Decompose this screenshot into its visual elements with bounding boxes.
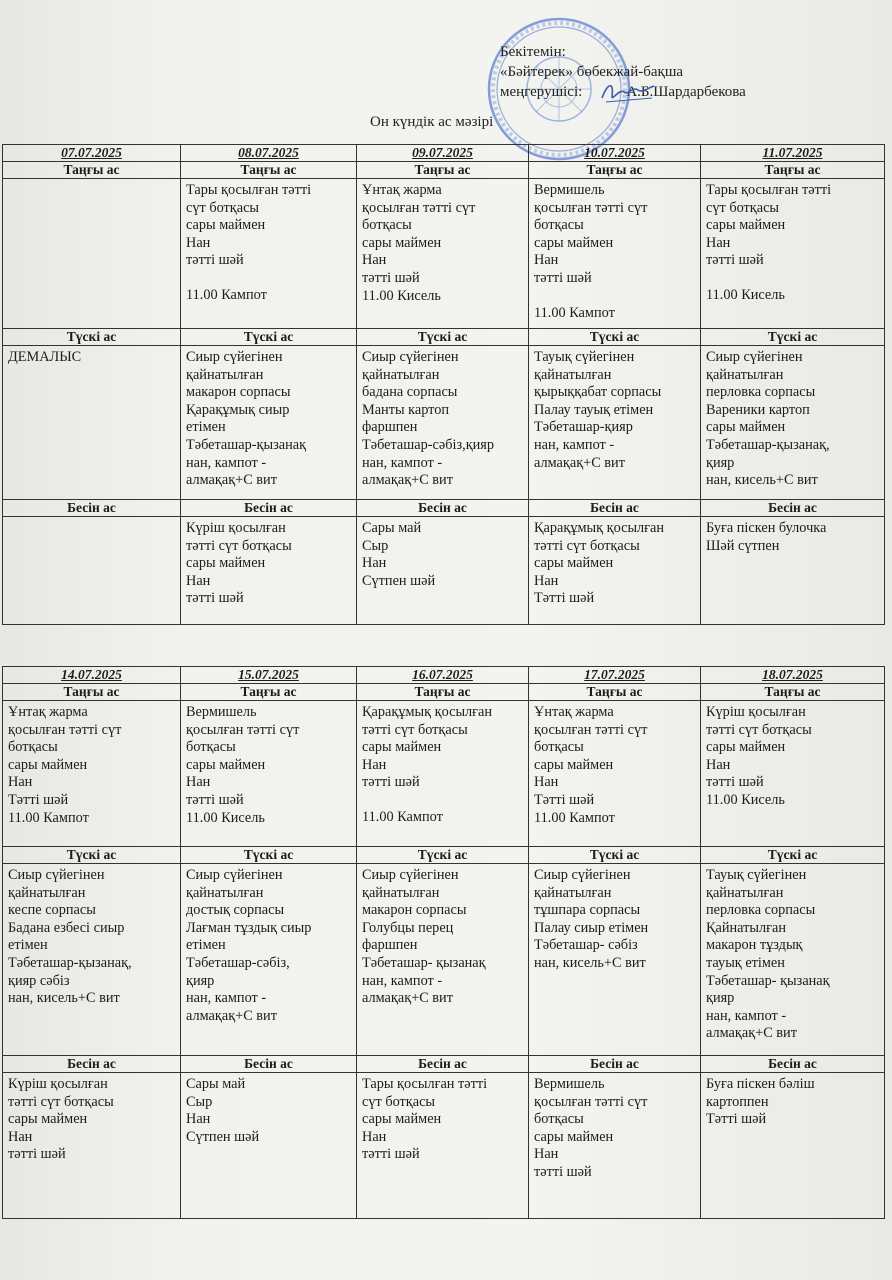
menu-item: қайнатылған: [8, 884, 86, 901]
lunch-cell: [357, 864, 529, 1056]
menu-item: Сары май: [362, 520, 422, 536]
menu-item: Вареники картоп: [706, 401, 810, 418]
menu-item: қияр: [186, 972, 215, 989]
breakfast-cell: [357, 179, 529, 329]
menu-item: Нан: [362, 1128, 387, 1145]
date-cell: 08.07.2025: [181, 145, 357, 162]
menu-item: Вермишель: [186, 704, 257, 720]
menu-item: тәтті шәй: [362, 774, 420, 791]
menu-item: нан, кампот -: [534, 436, 615, 453]
menu-table-week-2: [2, 666, 885, 1219]
menu-item: қосылған тәтті сүт: [534, 721, 648, 738]
menu-item: Сыр: [186, 1093, 213, 1110]
date-cell: 18.07.2025: [701, 667, 885, 684]
menu-item: ботқасы: [8, 739, 58, 756]
snack-cell: [701, 517, 885, 625]
menu-item: қайнатылған: [706, 366, 784, 383]
menu-spacer: [706, 270, 882, 287]
menu-item: Сары май: [186, 1076, 246, 1092]
menu-item: нан, кисель+С вит: [534, 954, 646, 971]
menu-item: нан, кампот -: [706, 1007, 787, 1024]
date-cell: 07.07.2025: [3, 145, 181, 162]
menu-item: Сиыр сүйегінен: [534, 867, 631, 883]
menu-item: қосылған тәтті сүт: [534, 1093, 648, 1110]
snack-cell: [181, 1073, 357, 1219]
menu-item: қырыққабат сорпасы: [534, 384, 662, 401]
menu-item: тәтті шәй: [362, 269, 420, 286]
menu-item: макарон сорпасы: [362, 902, 467, 919]
menu-item: етімен: [8, 937, 48, 954]
menu-item: макарон сорпасы: [186, 384, 291, 401]
menu-item: Нан: [186, 572, 211, 589]
menu-item: тәтті шәй: [186, 791, 244, 808]
meal-header-snack: Бесін ас: [3, 500, 181, 517]
menu-spacer: [534, 288, 698, 305]
snack-cell: [181, 517, 357, 625]
meal-header-breakfast: Таңғы ас: [181, 162, 357, 179]
menu-item: Қарақұмық қосылған: [534, 520, 665, 536]
meal-header-breakfast: Таңғы ас: [3, 684, 181, 701]
menu-item: 11.00 Кисель: [706, 791, 785, 808]
menu-item: 11.00 Кампот: [8, 809, 89, 826]
menu-item: перловка сорпасы: [706, 902, 816, 919]
menu-item: тәтті шәй: [8, 1146, 66, 1163]
menu-item: тәтті шәй: [186, 590, 244, 607]
menu-item: Нан: [362, 555, 387, 572]
menu-item: сары маймен: [186, 217, 266, 234]
lunch-cell: [701, 864, 885, 1056]
menu-item: қосылған тәтті сүт: [362, 199, 476, 216]
menu-item: қосылған тәтті сүт: [186, 721, 300, 738]
meal-header-snack: Бесін ас: [529, 500, 701, 517]
menu-item: тәтті шәй: [706, 774, 764, 791]
menu-item: Нан: [706, 756, 731, 773]
menu-item: Тәбеташар-қызанақ,: [706, 436, 830, 453]
menu-item: алмақақ+С вит: [706, 1025, 797, 1042]
menu-item: алмақақ+С вит: [362, 472, 453, 489]
menu-item: Нан: [534, 1146, 559, 1163]
menu-item: Нан: [8, 1128, 33, 1145]
menu-item: Тәбеташар-қызанақ: [186, 436, 307, 453]
menu-item: сүт ботқасы: [706, 199, 780, 216]
breakfast-cell: [701, 701, 885, 847]
breakfast-cell: [701, 179, 885, 329]
menu-item: Буға піскен булочка: [706, 520, 827, 536]
menu-item: Нан: [8, 774, 33, 791]
menu-item: перловка сорпасы: [706, 384, 816, 401]
menu-item: Сиыр сүйегінен: [362, 349, 459, 365]
meal-header-snack: Бесін ас: [529, 1056, 701, 1073]
menu-item: алмақақ+С вит: [534, 454, 625, 471]
menu-item: алмақақ+С вит: [362, 990, 453, 1007]
menu-item: Күріш қосылған: [8, 1076, 108, 1092]
menu-item: Қарақұмық сиыр: [186, 401, 290, 418]
menu-spacer: [362, 792, 526, 809]
menu-item: Голубцы перец: [362, 919, 454, 936]
approve-label: Бекітемін:: [500, 44, 566, 60]
menu-item: Тары қосылған тәтті: [706, 182, 832, 198]
menu-item: ДЕМАЛЫС: [8, 349, 82, 365]
snack-cell: [357, 517, 529, 625]
meal-header-lunch: Түскі ас: [701, 847, 885, 864]
menu-item: Сиыр сүйегінен: [186, 349, 283, 365]
meal-header-snack: Бесін ас: [357, 500, 529, 517]
snack-cell: [3, 517, 181, 625]
menu-item: қайнатылған: [534, 366, 612, 383]
menu-item: Тары қосылған тәтті: [362, 1076, 488, 1092]
menu-item: Тәбеташар-сәбіз,: [186, 954, 290, 971]
menu-item: фаршпен: [362, 419, 418, 436]
menu-item: Вермишель: [534, 1076, 605, 1092]
menu-item: Ұнтақ жарма: [362, 182, 442, 198]
menu-item: етімен: [186, 937, 226, 954]
menu-item: нан, кисель+С вит: [8, 990, 120, 1007]
meal-header-lunch: Түскі ас: [181, 329, 357, 346]
date-cell: 10.07.2025: [529, 145, 701, 162]
menu-item: 11.00 Кампот: [186, 286, 267, 303]
menu-item: тәтті сүт ботқасы: [362, 721, 468, 738]
breakfast-cell: [3, 179, 181, 329]
meal-header-lunch: Түскі ас: [3, 329, 181, 346]
menu-item: қайнатылған: [186, 884, 264, 901]
menu-item: тұшпара сорпасы: [534, 902, 641, 919]
menu-item: сары маймен: [534, 1128, 614, 1145]
menu-item: Шәй сүтпен: [706, 537, 780, 554]
menu-item: тәтті сүт ботқасы: [534, 537, 640, 554]
menu-item: Тәтті шәй: [706, 1111, 767, 1128]
menu-item: тәтті шәй: [706, 252, 764, 269]
lunch-cell: [529, 346, 701, 500]
menu-item: сары маймен: [362, 234, 442, 251]
menu-item: Қарақұмық қосылған: [362, 704, 493, 720]
signature-icon: [598, 78, 658, 106]
menu-item: қияр: [706, 990, 735, 1007]
menu-item: сары маймен: [534, 756, 614, 773]
meal-header-lunch: Түскі ас: [357, 847, 529, 864]
breakfast-cell: [3, 701, 181, 847]
menu-item: Тәтті шәй: [8, 791, 69, 808]
menu-item: нан, кисель+С вит: [706, 472, 818, 489]
menu-item: сары маймен: [186, 756, 266, 773]
menu-item: сары маймен: [8, 756, 88, 773]
menu-item: Нан: [534, 572, 559, 589]
menu-item: Сиыр сүйегінен: [186, 867, 283, 883]
menu-item: Ұнтақ жарма: [8, 704, 88, 720]
menu-item: тәтті шәй: [534, 269, 592, 286]
menu-item: Нан: [534, 774, 559, 791]
meal-header-breakfast: Таңғы ас: [701, 162, 885, 179]
menu-item: қайнатылған: [706, 884, 784, 901]
menu-item: сары маймен: [706, 217, 786, 234]
meal-header-snack: Бесін ас: [701, 500, 885, 517]
menu-item: сары маймен: [534, 234, 614, 251]
lunch-cell: [357, 346, 529, 500]
menu-item: сары маймен: [362, 1111, 442, 1128]
menu-item: Сүтпен шәй: [186, 1128, 260, 1145]
menu-item: Нан: [534, 252, 559, 269]
menu-item: қайнатылған: [186, 366, 264, 383]
menu-item: қайнатылған: [534, 884, 612, 901]
snack-cell: [3, 1073, 181, 1219]
menu-item: қайнатылған: [362, 366, 440, 383]
menu-item: Тауық сүйегінен: [706, 867, 807, 883]
menu-item: Тәтті шәй: [534, 590, 595, 607]
menu-item: Қайнатылған: [706, 919, 787, 936]
menu-item: 11.00 Кисель: [362, 287, 441, 304]
menu-item: кеспе сорпасы: [8, 902, 96, 919]
meal-header-lunch: Түскі ас: [529, 329, 701, 346]
meal-header-snack: Бесін ас: [181, 500, 357, 517]
menu-item: қияр: [706, 454, 735, 471]
menu-item: 11.00 Кисель: [186, 809, 265, 826]
menu-item: тәтті сүт ботқасы: [186, 537, 292, 554]
lunch-cell: [181, 346, 357, 500]
menu-item: ботқасы: [534, 1111, 584, 1128]
menu-item: Сыр: [362, 537, 389, 554]
menu-item: Нан: [186, 774, 211, 791]
date-cell: 11.07.2025: [701, 145, 885, 162]
menu-item: сары маймен: [706, 419, 786, 436]
menu-item: Бадана езбесі сиыр: [8, 919, 125, 936]
menu-item: Нан: [186, 234, 211, 251]
menu-item: Буға піскен бәліш: [706, 1076, 815, 1092]
menu-item: нан, кампот -: [362, 454, 443, 471]
menu-item: тәтті шәй: [534, 1163, 592, 1180]
menu-item: Тауық сүйегінен: [534, 349, 635, 365]
menu-item: тауық етімен: [706, 954, 785, 971]
menu-item: Ұнтақ жарма: [534, 704, 614, 720]
director-name: А.Б.Шардарбекова: [626, 84, 746, 100]
menu-item: Сиыр сүйегінен: [362, 867, 459, 883]
meal-header-breakfast: Таңғы ас: [357, 684, 529, 701]
menu-item: Күріш қосылған: [706, 704, 806, 720]
meal-header-breakfast: Таңғы ас: [701, 684, 885, 701]
menu-item: етімен: [186, 419, 226, 436]
menu-item: картоппен: [706, 1093, 769, 1110]
date-cell: 16.07.2025: [357, 667, 529, 684]
menu-item: Тәтті шәй: [534, 791, 595, 808]
meal-header-snack: Бесін ас: [357, 1056, 529, 1073]
menu-item: 11.00 Кампот: [534, 809, 615, 826]
page-title: Он күндік ас мәзірі: [370, 114, 494, 130]
menu-item: Лағман тұздық сиыр: [186, 919, 312, 936]
menu-item: фаршпен: [362, 937, 418, 954]
menu-item: Нан: [362, 252, 387, 269]
menu-item: сүт ботқасы: [362, 1093, 436, 1110]
meal-header-snack: Бесін ас: [3, 1056, 181, 1073]
menu-item: қияр сәбіз: [8, 972, 70, 989]
menu-item: Манты картоп: [362, 401, 450, 418]
meal-header-breakfast: Таңғы ас: [529, 162, 701, 179]
meal-header-lunch: Түскі ас: [529, 847, 701, 864]
menu-item: қосылған тәтті сүт: [534, 199, 648, 216]
menu-item: сары маймен: [8, 1111, 88, 1128]
menu-item: тәтті шәй: [362, 1146, 420, 1163]
meal-header-breakfast: Таңғы ас: [529, 684, 701, 701]
snack-cell: [529, 1073, 701, 1219]
lunch-cell: [701, 346, 885, 500]
menu-item: нан, кампот -: [362, 972, 443, 989]
breakfast-cell: [181, 179, 357, 329]
breakfast-cell: [529, 179, 701, 329]
menu-item: ботқасы: [362, 217, 412, 234]
menu-item: Тәбеташар-сәбіз,қияр: [362, 436, 495, 453]
menu-item: сары маймен: [362, 739, 442, 756]
menu-item: Күріш қосылған: [186, 520, 286, 536]
lunch-cell: [3, 864, 181, 1056]
menu-item: Нан: [706, 234, 731, 251]
menu-item: достық сорпасы: [186, 902, 285, 919]
menu-item: Вермишель: [534, 182, 605, 198]
meal-header-lunch: Түскі ас: [357, 329, 529, 346]
meal-header-breakfast: Таңғы ас: [357, 162, 529, 179]
menu-item: Палау тауық етімен: [534, 401, 654, 418]
lunch-cell: [529, 864, 701, 1056]
organization-name: «Бәйтерек» бөбекжай-бақша: [500, 64, 684, 80]
meal-header-snack: Бесін ас: [181, 1056, 357, 1073]
menu-item: Палау сиыр етімен: [534, 919, 649, 936]
menu-item: алмақақ+С вит: [186, 472, 277, 489]
menu-item: Тәбеташар- қызанақ: [706, 972, 830, 989]
menu-item: макарон тұздық: [706, 937, 803, 954]
date-cell: 09.07.2025: [357, 145, 529, 162]
menu-spacer: [186, 270, 354, 287]
menu-item: тәтті сүт ботқасы: [8, 1093, 114, 1110]
menu-item: ботқасы: [186, 739, 236, 756]
date-cell: 14.07.2025: [3, 667, 181, 684]
menu-item: нан, кампот -: [186, 990, 267, 1007]
menu-item: Тәбеташар- қызанақ: [362, 954, 486, 971]
menu-item: сары маймен: [534, 555, 614, 572]
menu-item: Тәбеташар- сәбіз: [534, 937, 638, 954]
menu-item: қосылған тәтті сүт: [8, 721, 122, 738]
menu-item: бадана сорпасы: [362, 384, 458, 401]
menu-item: 11.00 Кампот: [362, 808, 443, 825]
date-cell: 17.07.2025: [529, 667, 701, 684]
breakfast-cell: [357, 701, 529, 847]
menu-item: сары маймен: [706, 739, 786, 756]
date-cell: 15.07.2025: [181, 667, 357, 684]
position-label: меңгерушісі:: [500, 84, 583, 100]
menu-item: алмақақ+С вит: [186, 1007, 277, 1024]
menu-item: Сиыр сүйегінен: [706, 349, 803, 365]
menu-item: қайнатылған: [362, 884, 440, 901]
menu-item: нан, кампот -: [186, 454, 267, 471]
snack-cell: [529, 517, 701, 625]
menu-item: Сүтпен шәй: [362, 572, 436, 589]
menu-item: Нан: [186, 1111, 211, 1128]
meal-header-lunch: Түскі ас: [181, 847, 357, 864]
breakfast-cell: [181, 701, 357, 847]
meal-header-lunch: Түскі ас: [3, 847, 181, 864]
menu-item: ботқасы: [534, 217, 584, 234]
menu-item: 11.00 Кисель: [706, 286, 785, 303]
menu-item: сүт ботқасы: [186, 199, 260, 216]
meal-header-breakfast: Таңғы ас: [181, 684, 357, 701]
menu-item: Тәбеташар-қызанақ,: [8, 954, 132, 971]
snack-cell: [701, 1073, 885, 1219]
lunch-cell: [181, 864, 357, 1056]
meal-header-snack: Бесін ас: [701, 1056, 885, 1073]
menu-item: тәтті шәй: [186, 252, 244, 269]
snack-cell: [357, 1073, 529, 1219]
menu-item: Нан: [362, 756, 387, 773]
menu-item: Тәбеташар-қияр: [534, 419, 633, 436]
meal-header-lunch: Түскі ас: [701, 329, 885, 346]
menu-item: Тары қосылған тәтті: [186, 182, 312, 198]
menu-item: Сиыр сүйегінен: [8, 867, 105, 883]
meal-header-breakfast: Таңғы ас: [3, 162, 181, 179]
breakfast-cell: [529, 701, 701, 847]
lunch-cell: [3, 346, 181, 500]
menu-item: 11.00 Кампот: [534, 304, 615, 321]
menu-item: сары маймен: [186, 555, 266, 572]
menu-item: ботқасы: [534, 739, 584, 756]
menu-item: тәтті сүт ботқасы: [706, 721, 812, 738]
menu-table-week-1: [2, 144, 885, 625]
